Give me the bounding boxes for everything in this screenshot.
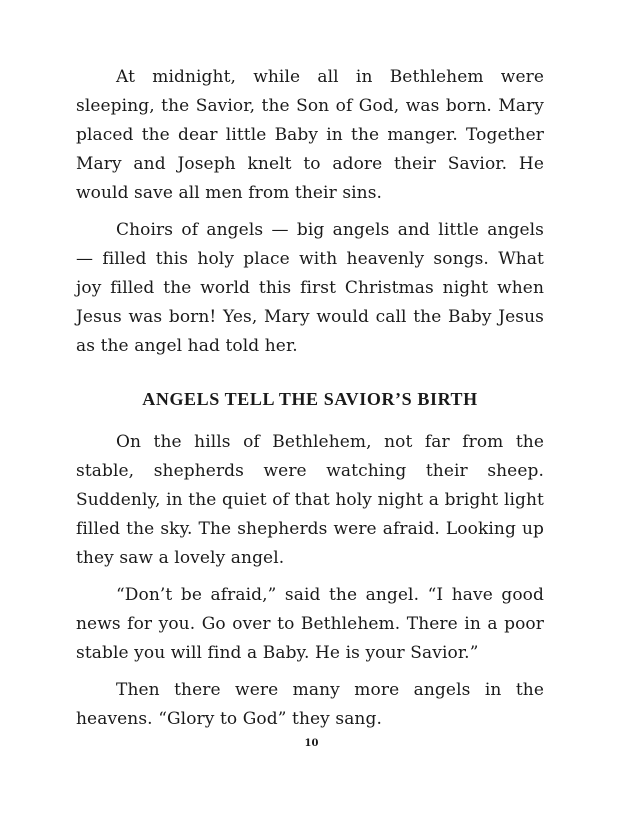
paragraph-birth: At midnight, while all in Bethlehem were sleeping, the Savior, the Son of God, was born. Mary placed the dear little Baby in the manger. Together Mary and Joseph knelt to adore their Savior. He would save all men from their sins. [76, 67, 544, 203]
paragraph-choirs: Choirs of angels — big angels and little angels — filled this holy place with heavenly songs. What joy filled the world this first Christmas night when Jesus was born! Yes, Mary would call the Baby Jesus as the angel had told her. [76, 220, 544, 356]
section-heading: ANGELS TELL THE SAVIOR’S BIRTH [142, 389, 478, 409]
paragraph-angel-speech: “Don’t be afraid,” said the angel. “I have good news for you. Go over to Bethlehem. There in a poor stable you will find a Baby. He is your Savior.” [76, 585, 544, 663]
paragraph-shepherds: On the hills of Bethlehem, not far from the stable, shepherds were watching their sheep. Suddenly, in the quiet of that holy night a bright light filled the sky. The shepherds were afraid. Looking up they saw a lovely angel. [76, 432, 544, 568]
page-number: 10 [304, 738, 319, 749]
paragraph-glory: Then there were many more angels in the heavens. “Glory to God” they sang. [76, 680, 544, 729]
page-body [76, 63, 544, 742]
